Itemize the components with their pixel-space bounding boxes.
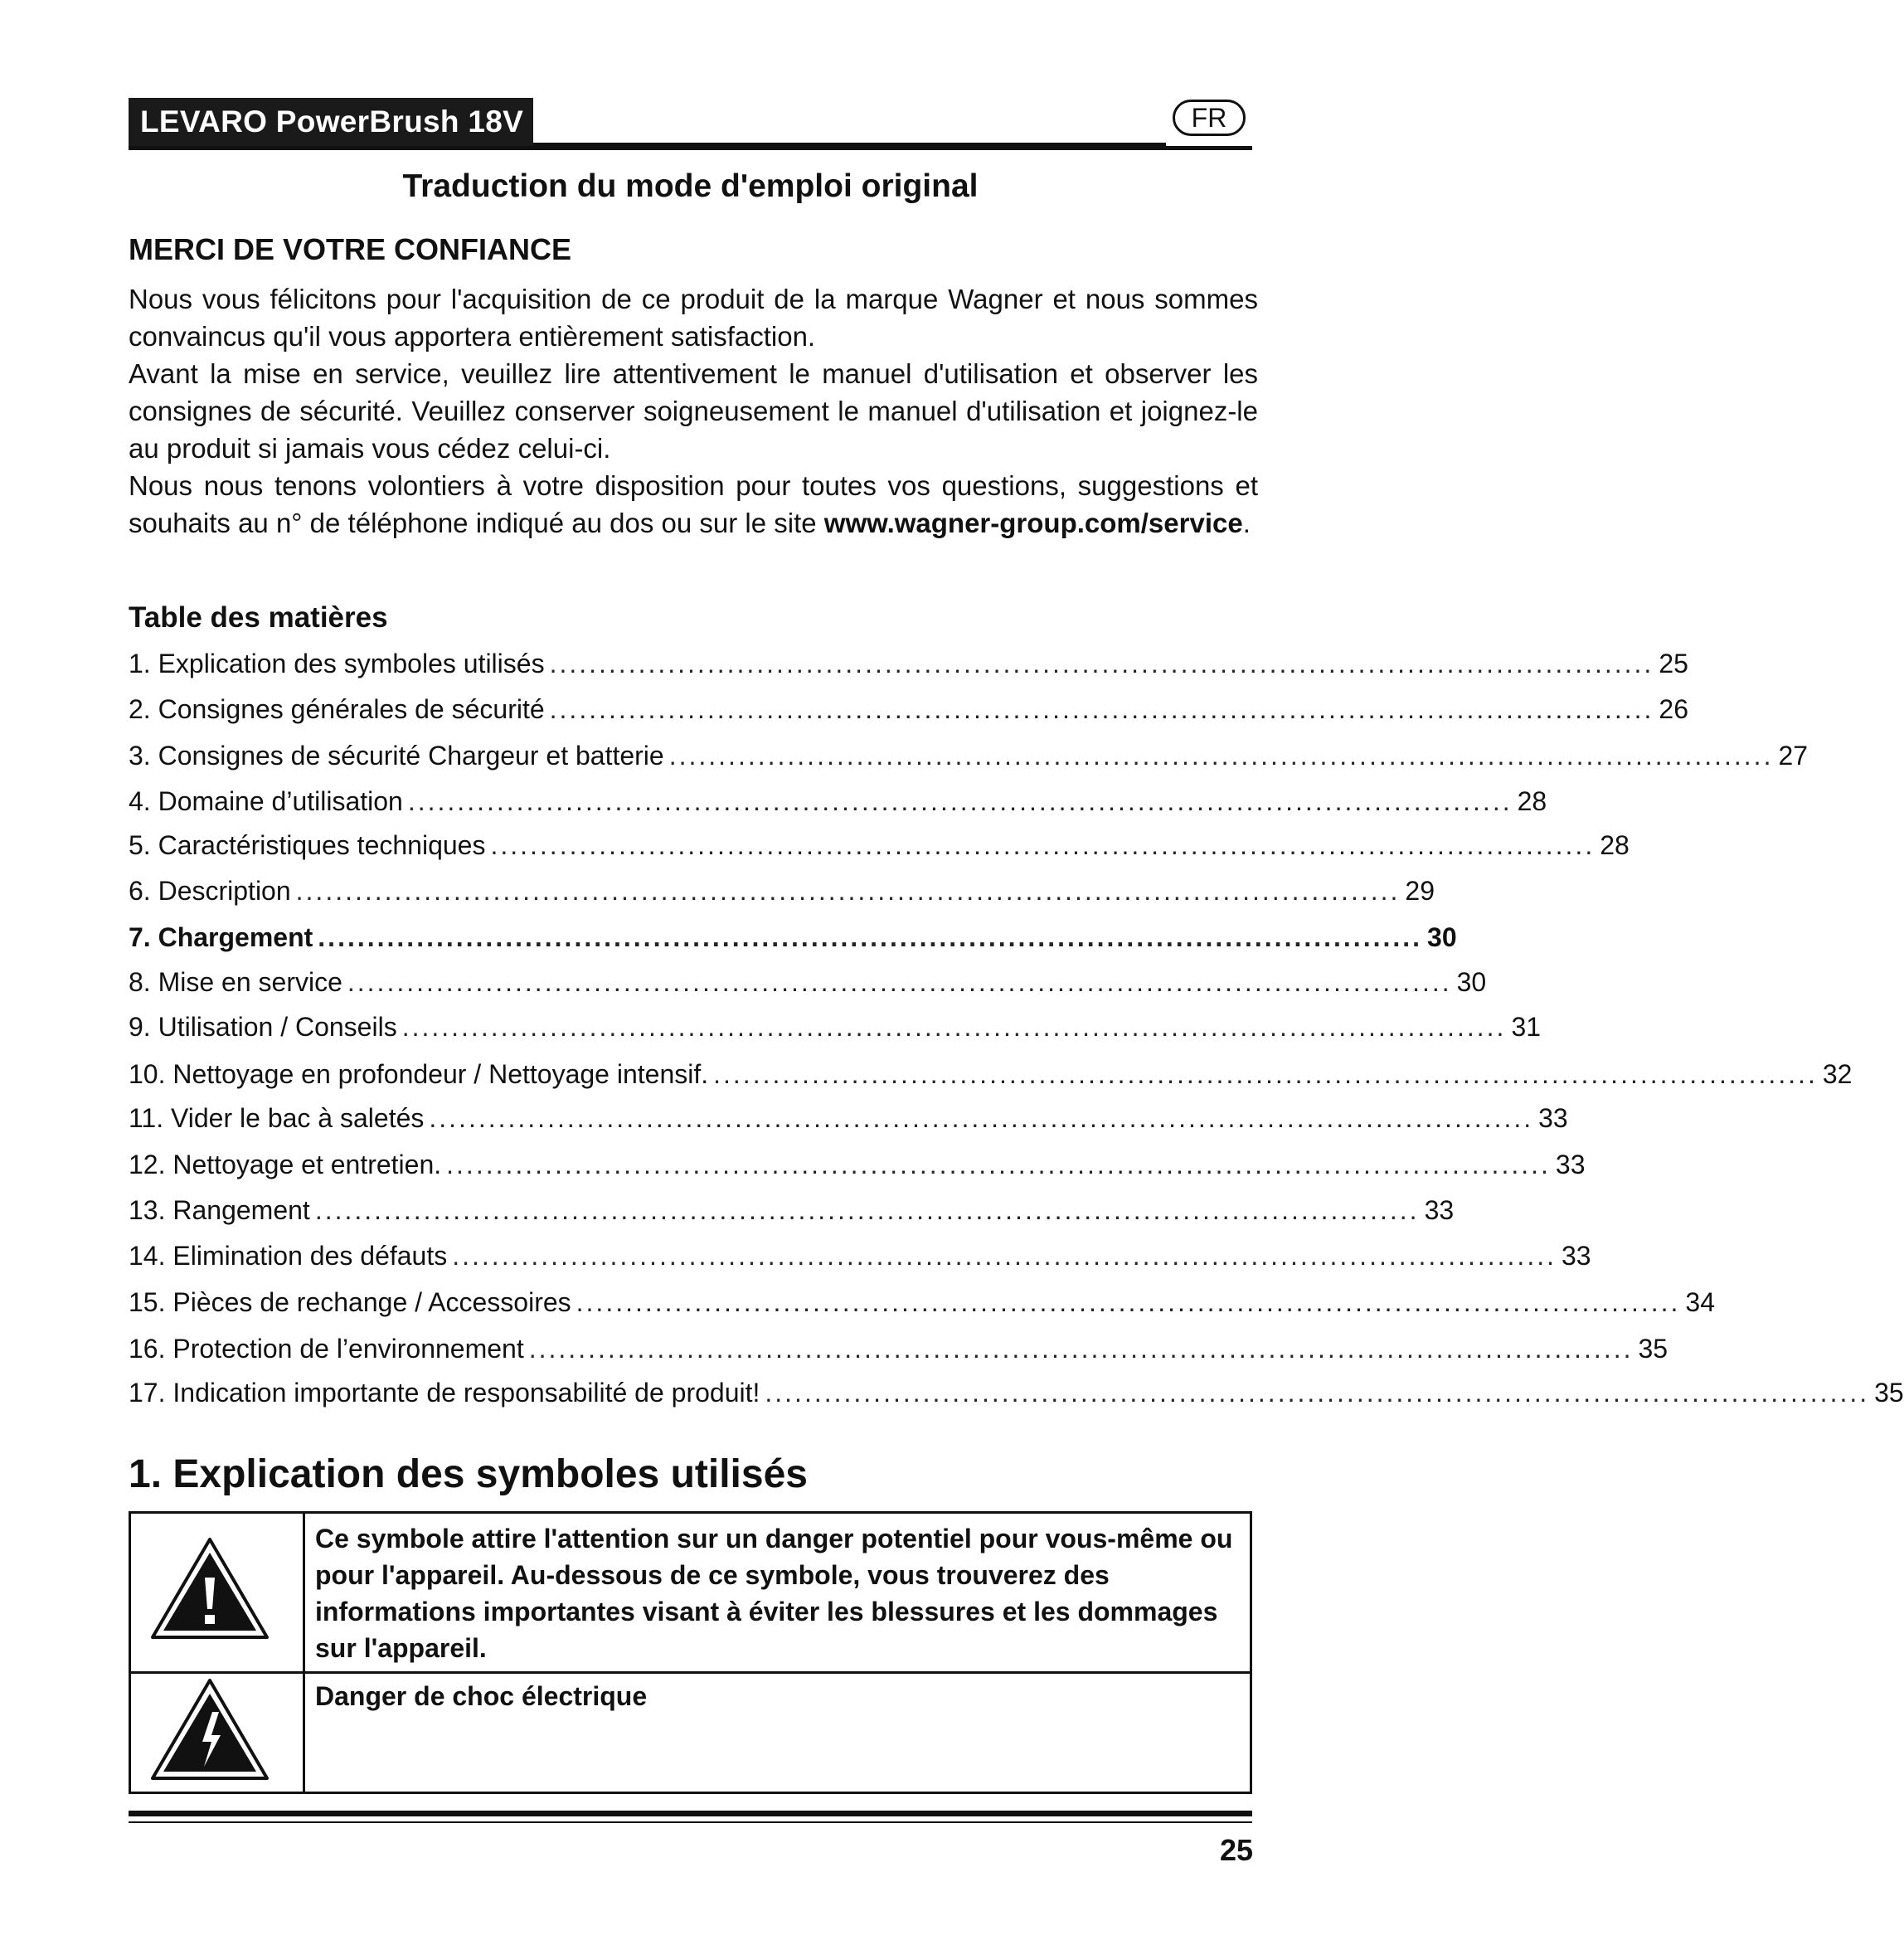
toc-item-label: 2. Consignes générales de sécurité: [129, 694, 545, 724]
symbol-description: Ce symbole attire l'attention sur un danger potentiel pour vous-même ou pour l'appareil. Au-dessous de ce symbole, vous trouverez des informations importantes visant à éviter les blessures et les dommages sur l'appareil.: [315, 1524, 1233, 1663]
footer-rule-thin: [129, 1821, 1252, 1823]
warning-triangle-icon: [148, 1534, 272, 1644]
toc-item[interactable]: [129, 876, 1435, 912]
toc-leader: ................................................................................................................: [549, 649, 1654, 678]
toc-item-label: 3. Consignes de sécurité Chargeur et batterie: [129, 741, 664, 771]
toc-item-label: 7. Chargement: [129, 922, 313, 952]
toc-item-label: 6. Description: [129, 876, 291, 906]
toc-leader: ................................................................................................................: [407, 786, 1513, 816]
toc-heading: Table des matières: [129, 601, 388, 634]
toc-item-label: 4. Domaine d’utilisation: [129, 786, 403, 816]
intro-paragraph-2: Avant la mise en service, veuillez lire attentivement le manuel d'utilisation et observer les consignes de sécurité. Veuillez conserver soigneusement le manuel d'utilisation et joignez-le au produit si jamais vous cédez celui-ci.: [129, 358, 1258, 464]
intro-paragraph-3-end: .: [1242, 508, 1251, 538]
toc-item-page: 26: [1659, 694, 1688, 724]
toc-item[interactable]: [129, 830, 1630, 867]
toc-item[interactable]: [129, 1287, 1715, 1324]
toc-item-label: 15. Pièces de rechange / Accessoires: [129, 1287, 571, 1317]
toc-item-label: 11. Vider le bac à saletés: [129, 1103, 425, 1133]
symbol-icon-cell: [131, 1671, 305, 1792]
toc-item-label: 14. Elimination des défauts: [129, 1241, 448, 1271]
language-badge: [1166, 95, 1252, 146]
page-number: 25: [1219, 1833, 1253, 1867]
toc-item-page: 34: [1685, 1287, 1715, 1317]
thanks-heading: MERCI DE VOTRE CONFIANCE: [129, 232, 572, 266]
toc-leader: ................................................................................................................: [452, 1241, 1557, 1271]
toc-leader: ................................................................................................................: [314, 1195, 1420, 1225]
toc-item[interactable]: [129, 1150, 1586, 1186]
toc-item-label: 10. Nettoyage en profondeur / Nettoyage intensif.: [129, 1059, 709, 1089]
toc-item[interactable]: [129, 1241, 1591, 1277]
toc-leader: ................................................................................................................: [295, 876, 1401, 906]
toc-item-label: 1. Explication des symboles utilisés: [129, 649, 545, 678]
toc-item-page: 29: [1405, 876, 1435, 906]
document-title: Traduction du mode d'emploi original: [402, 168, 979, 204]
section-heading: 1. Explication des symboles utilisés: [129, 1452, 808, 1496]
symbol-description: Danger de choc électrique: [315, 1681, 648, 1711]
toc-item-label: 5. Caractéristiques techniques: [129, 830, 486, 860]
toc-item-page: 32: [1822, 1059, 1853, 1089]
toc-item[interactable]: [129, 922, 1457, 959]
intro-paragraph-1: Nous vous félicitons pour l'acquisition de ce produit de la marque Wagner et nous sommes convaincus qu'il vous apportera entièrement satisfaction.: [129, 284, 1258, 352]
symbol-icon-cell: [131, 1514, 305, 1671]
toc-item-label: 16. Protection de l’environnement: [129, 1334, 524, 1364]
toc-leader: ................................................................................................................: [549, 694, 1654, 724]
intro-paragraph-3: [129, 467, 1258, 542]
toc-item-label: 17. Indication importante de responsabilité de produit!: [129, 1378, 760, 1408]
toc-item[interactable]: [129, 786, 1547, 823]
toc-item-page: 35: [1874, 1378, 1904, 1408]
symbols-table: [129, 1511, 1252, 1794]
electric-shock-icon: [148, 1675, 272, 1785]
toc-item[interactable]: [129, 649, 1688, 685]
language-code: FR: [1173, 100, 1246, 136]
toc-item-page: 28: [1517, 786, 1547, 816]
toc-item-page: 28: [1600, 830, 1630, 860]
toc-leader: ................................................................................................................: [318, 922, 1423, 952]
toc-item-page: 27: [1778, 741, 1809, 771]
symbol-row: [131, 1514, 1250, 1674]
toc-leader: ................................................................................................................: [713, 1059, 1818, 1089]
toc-item[interactable]: [129, 1103, 1568, 1140]
toc-item-page: 33: [1538, 1103, 1568, 1133]
toc-leader: ................................................................................................................: [401, 1012, 1507, 1042]
toc-leader: ................................................................................................................: [765, 1378, 1870, 1408]
toc-item-label: 12. Nettoyage et entretien.: [129, 1150, 442, 1179]
toc-leader: ................................................................................................................: [490, 830, 1596, 860]
symbol-row: [131, 1671, 1250, 1792]
toc-item-page: 33: [1555, 1150, 1586, 1179]
toc-item-page: 33: [1424, 1195, 1455, 1225]
toc-leader: ................................................................................................................: [429, 1103, 1534, 1133]
toc-item-page: 30: [1456, 967, 1487, 997]
toc-item-page: 33: [1561, 1241, 1591, 1271]
toc-leader: ................................................................................................................: [668, 741, 1774, 771]
toc-leader: ................................................................................................................: [576, 1287, 1681, 1317]
toc-leader: ................................................................................................................: [347, 967, 1452, 997]
intro-paragraph-3-text: Nous nous tenons volontiers à votre disposition pour toutes vos questions, suggestions et souhaits au n° de téléphone indiqué au dos ou sur le site: [129, 470, 1258, 538]
service-link[interactable]: www.wagner-group.com/service: [823, 508, 1243, 538]
toc-item-page: 31: [1511, 1012, 1542, 1042]
toc-item[interactable]: [129, 1334, 1668, 1370]
toc-item[interactable]: [129, 1195, 1455, 1232]
toc-item-label: 9. Utilisation / Conseils: [129, 1012, 397, 1042]
toc-item[interactable]: [129, 967, 1487, 1004]
toc-item-page: 25: [1659, 649, 1688, 678]
toc-item[interactable]: [129, 694, 1688, 731]
toc-item[interactable]: [129, 1378, 1904, 1414]
toc-leader: ................................................................................................................: [528, 1334, 1634, 1364]
brand-label: LEVARO PowerBrush 18V: [129, 98, 533, 146]
toc-item-page: 35: [1638, 1334, 1668, 1364]
toc-item[interactable]: [129, 1012, 1542, 1048]
intro-text: [129, 280, 1258, 542]
toc-leader: ................................................................................................................: [446, 1150, 1551, 1179]
footer-rule: [129, 1811, 1252, 1816]
toc-item[interactable]: [129, 1059, 1853, 1096]
header-bar: [129, 98, 1252, 150]
toc-item-label: 13. Rangement: [129, 1195, 310, 1225]
toc-item-label: 8. Mise en service: [129, 967, 342, 997]
toc-item[interactable]: [129, 741, 1809, 777]
toc-item-page: 30: [1427, 922, 1457, 952]
